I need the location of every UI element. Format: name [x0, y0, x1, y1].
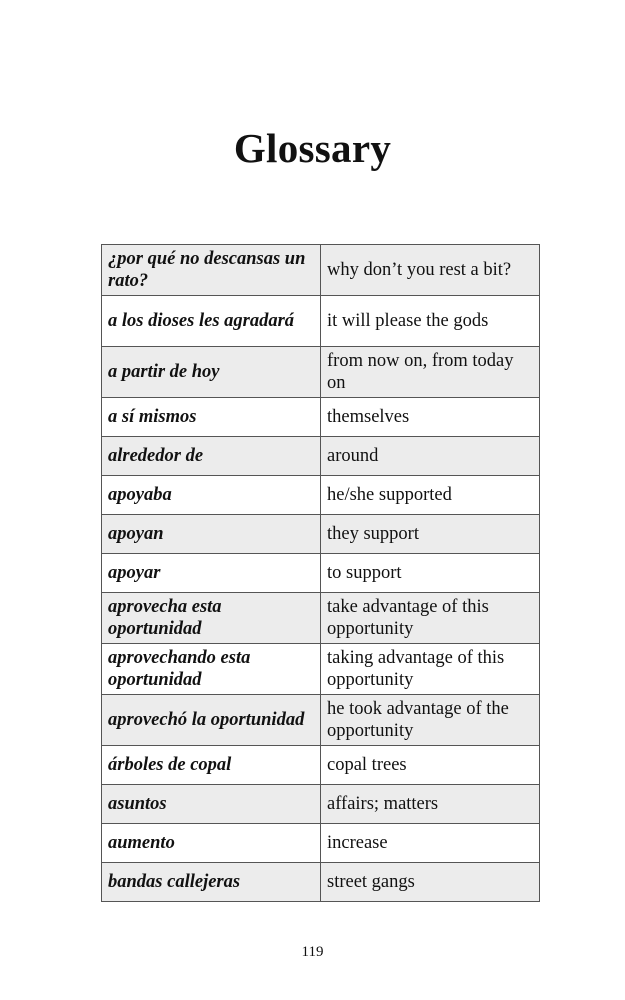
table-row	[102, 695, 540, 746]
table-row	[102, 824, 540, 863]
glossary-definition: taking advantage of this opportunity	[321, 644, 540, 695]
glossary-definition: copal trees	[321, 746, 540, 785]
glossary-term: a partir de hoy	[102, 347, 321, 398]
glossary-term: asuntos	[102, 785, 321, 824]
glossary-term: aumento	[102, 824, 321, 863]
glossary-definition: why don’t you rest a bit?	[321, 245, 540, 296]
glossary-term: apoyan	[102, 515, 321, 554]
glossary-term: árboles de copal	[102, 746, 321, 785]
glossary-term: alrededor de	[102, 437, 321, 476]
glossary-definition: street gangs	[321, 863, 540, 902]
glossary-term: bandas callejeras	[102, 863, 321, 902]
table-row	[102, 746, 540, 785]
table-row	[102, 644, 540, 695]
glossary-term: a los dioses les agradará	[102, 296, 321, 347]
table-row	[102, 245, 540, 296]
glossary-table	[101, 244, 540, 902]
page-title: Glossary	[233, 125, 392, 171]
glossary-definition: increase	[321, 824, 540, 863]
table-row	[102, 593, 540, 644]
table-row	[102, 515, 540, 554]
table-row	[102, 785, 540, 824]
table-row	[102, 476, 540, 515]
glossary-definition: themselves	[321, 398, 540, 437]
table-row	[102, 347, 540, 398]
table-row	[102, 398, 540, 437]
glossary-definition: around	[321, 437, 540, 476]
glossary-term: apoyaba	[102, 476, 321, 515]
glossary-term: aprovechó la oportunidad	[102, 695, 321, 746]
glossary-definition: they support	[321, 515, 540, 554]
glossary-definition: he/she supported	[321, 476, 540, 515]
glossary-definition: from now on, from today on	[321, 347, 540, 398]
glossary-term: aprovecha esta oportunidad	[102, 593, 321, 644]
page-number: 119	[301, 944, 324, 960]
table-row	[102, 437, 540, 476]
glossary-term: apoyar	[102, 554, 321, 593]
glossary-definition: it will please the gods	[321, 296, 540, 347]
glossary-term: a sí mismos	[102, 398, 321, 437]
glossary-definition: he took advantage of the opportunity	[321, 695, 540, 746]
glossary-term: ¿por qué no descansas un rato?	[102, 245, 321, 296]
glossary-definition: take advantage of this opportunity	[321, 593, 540, 644]
table-row	[102, 554, 540, 593]
glossary-definition: affairs; matters	[321, 785, 540, 824]
glossary-definition: to support	[321, 554, 540, 593]
table-row	[102, 863, 540, 902]
glossary-term: aprovechando esta oportunidad	[102, 644, 321, 695]
table-row	[102, 296, 540, 347]
